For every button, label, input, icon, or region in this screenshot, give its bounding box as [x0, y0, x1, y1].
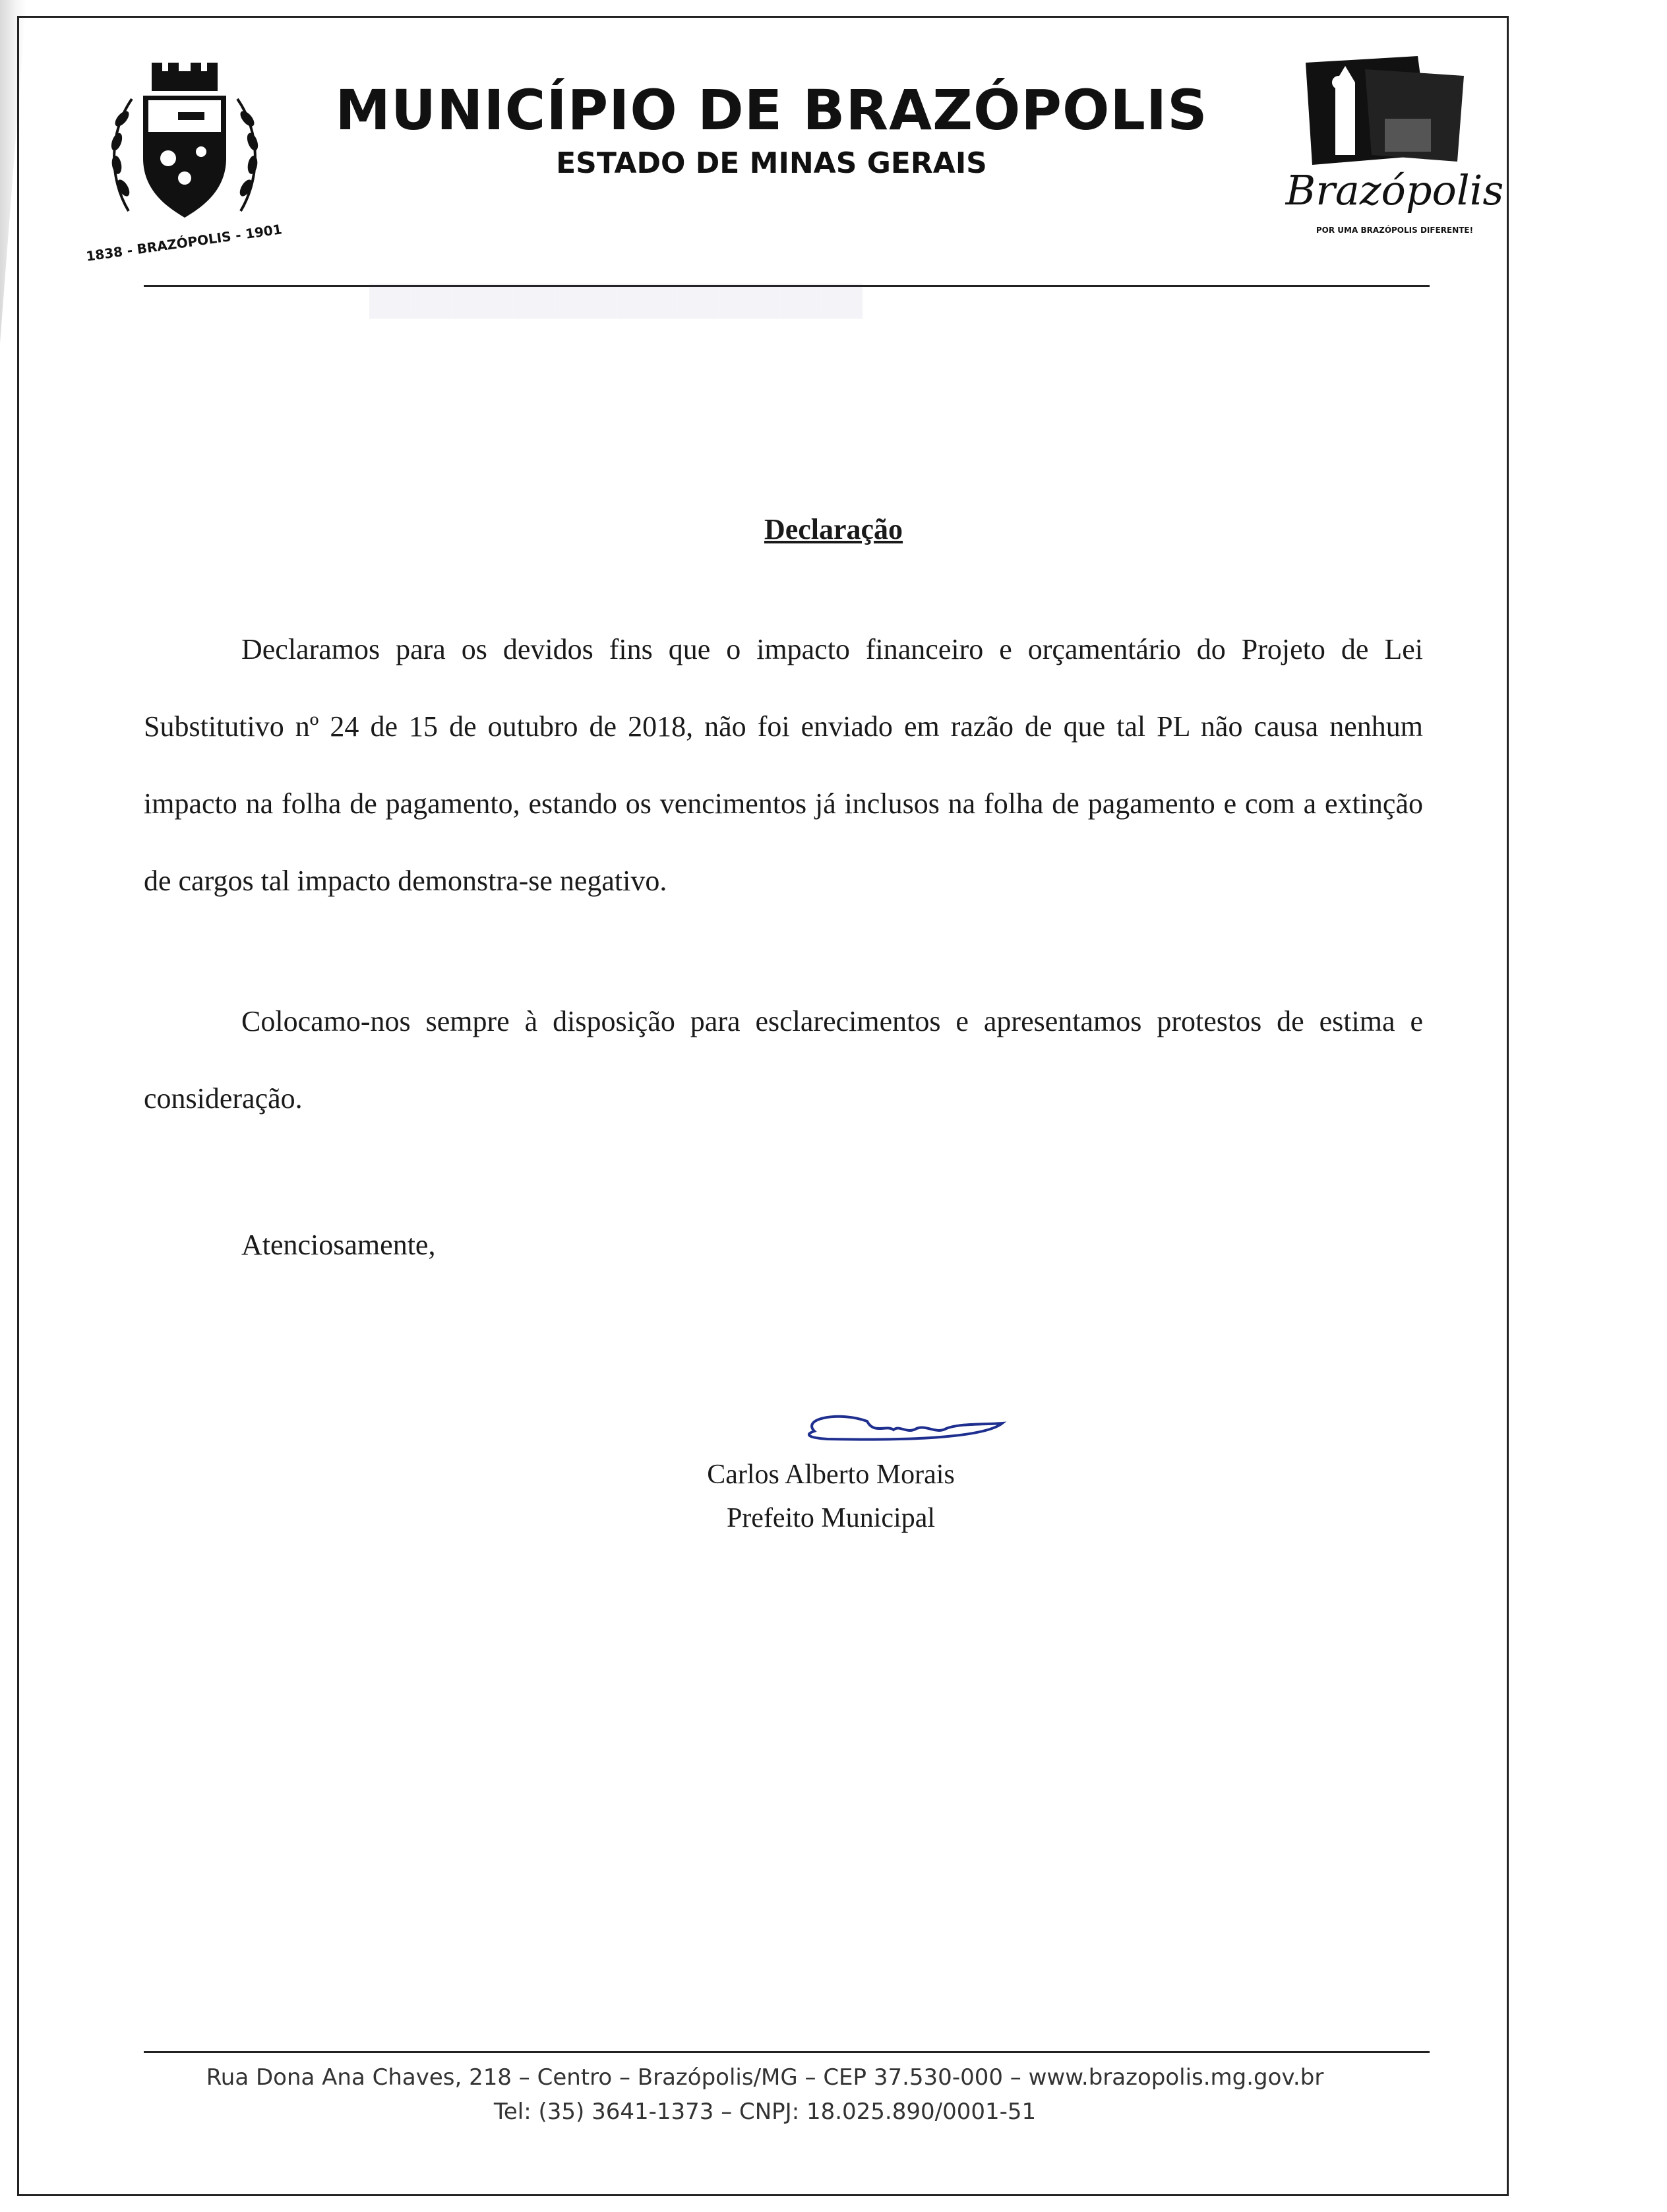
footer-address: Rua Dona Ana Chaves, 218 – Centro – Brazópolis/MG – CEP 37.530-000 – www.brazopolis.mg.gov.br [206, 2064, 1324, 2091]
municipal-crest-icon [84, 59, 284, 264]
signatory-role: Prefeito Municipal [726, 1503, 936, 1533]
footer-divider [144, 2051, 1430, 2053]
logo-tagline: POR UMA BRAZÓPOLIS DIFERENTE! [1316, 226, 1474, 235]
brazopolis-logo-icon [1266, 56, 1504, 247]
declaration-paragraph-2: Colocamo-nos sempre à disposição para esclarecimentos e apresentamos protestos de estima e consideração. [144, 1005, 1423, 1115]
signature-icon [788, 1405, 1012, 1458]
bleed-through: ████████████████████████ [369, 284, 863, 317]
declaration-paragraph-1: Declaramos para os devidos fins que o impacto financeiro e orçamentário do Projeto de Lei Substitutivo nº 24 de 15 de outubro de 2018, não foi enviado em razão de que tal PL não causa nenhum impacto na folha de pagamento, estando os vencimentos já inclusos na folha de pagamento e com a extinção de cargos tal impacto demonstra-se negativo. [144, 633, 1423, 897]
closing-salutation: Atenciosamente, [241, 1229, 436, 1261]
signatory-name: Carlos Alberto Morais [707, 1459, 955, 1490]
page-subtitle: ESTADO DE MINAS GERAIS [556, 146, 987, 180]
declaration-title: Declaração [764, 513, 903, 545]
logo-wordmark: Brazópolis [1285, 166, 1504, 214]
footer-contact: Tel: (35) 3641-1373 – CNPJ: 18.025.890/0001-51 [493, 2099, 1037, 2125]
page-title: MUNICÍPIO DE BRAZÓPOLIS [335, 78, 1208, 142]
crest-banner: 1838 - BRAZÓPOLIS - 1901 [84, 221, 284, 264]
